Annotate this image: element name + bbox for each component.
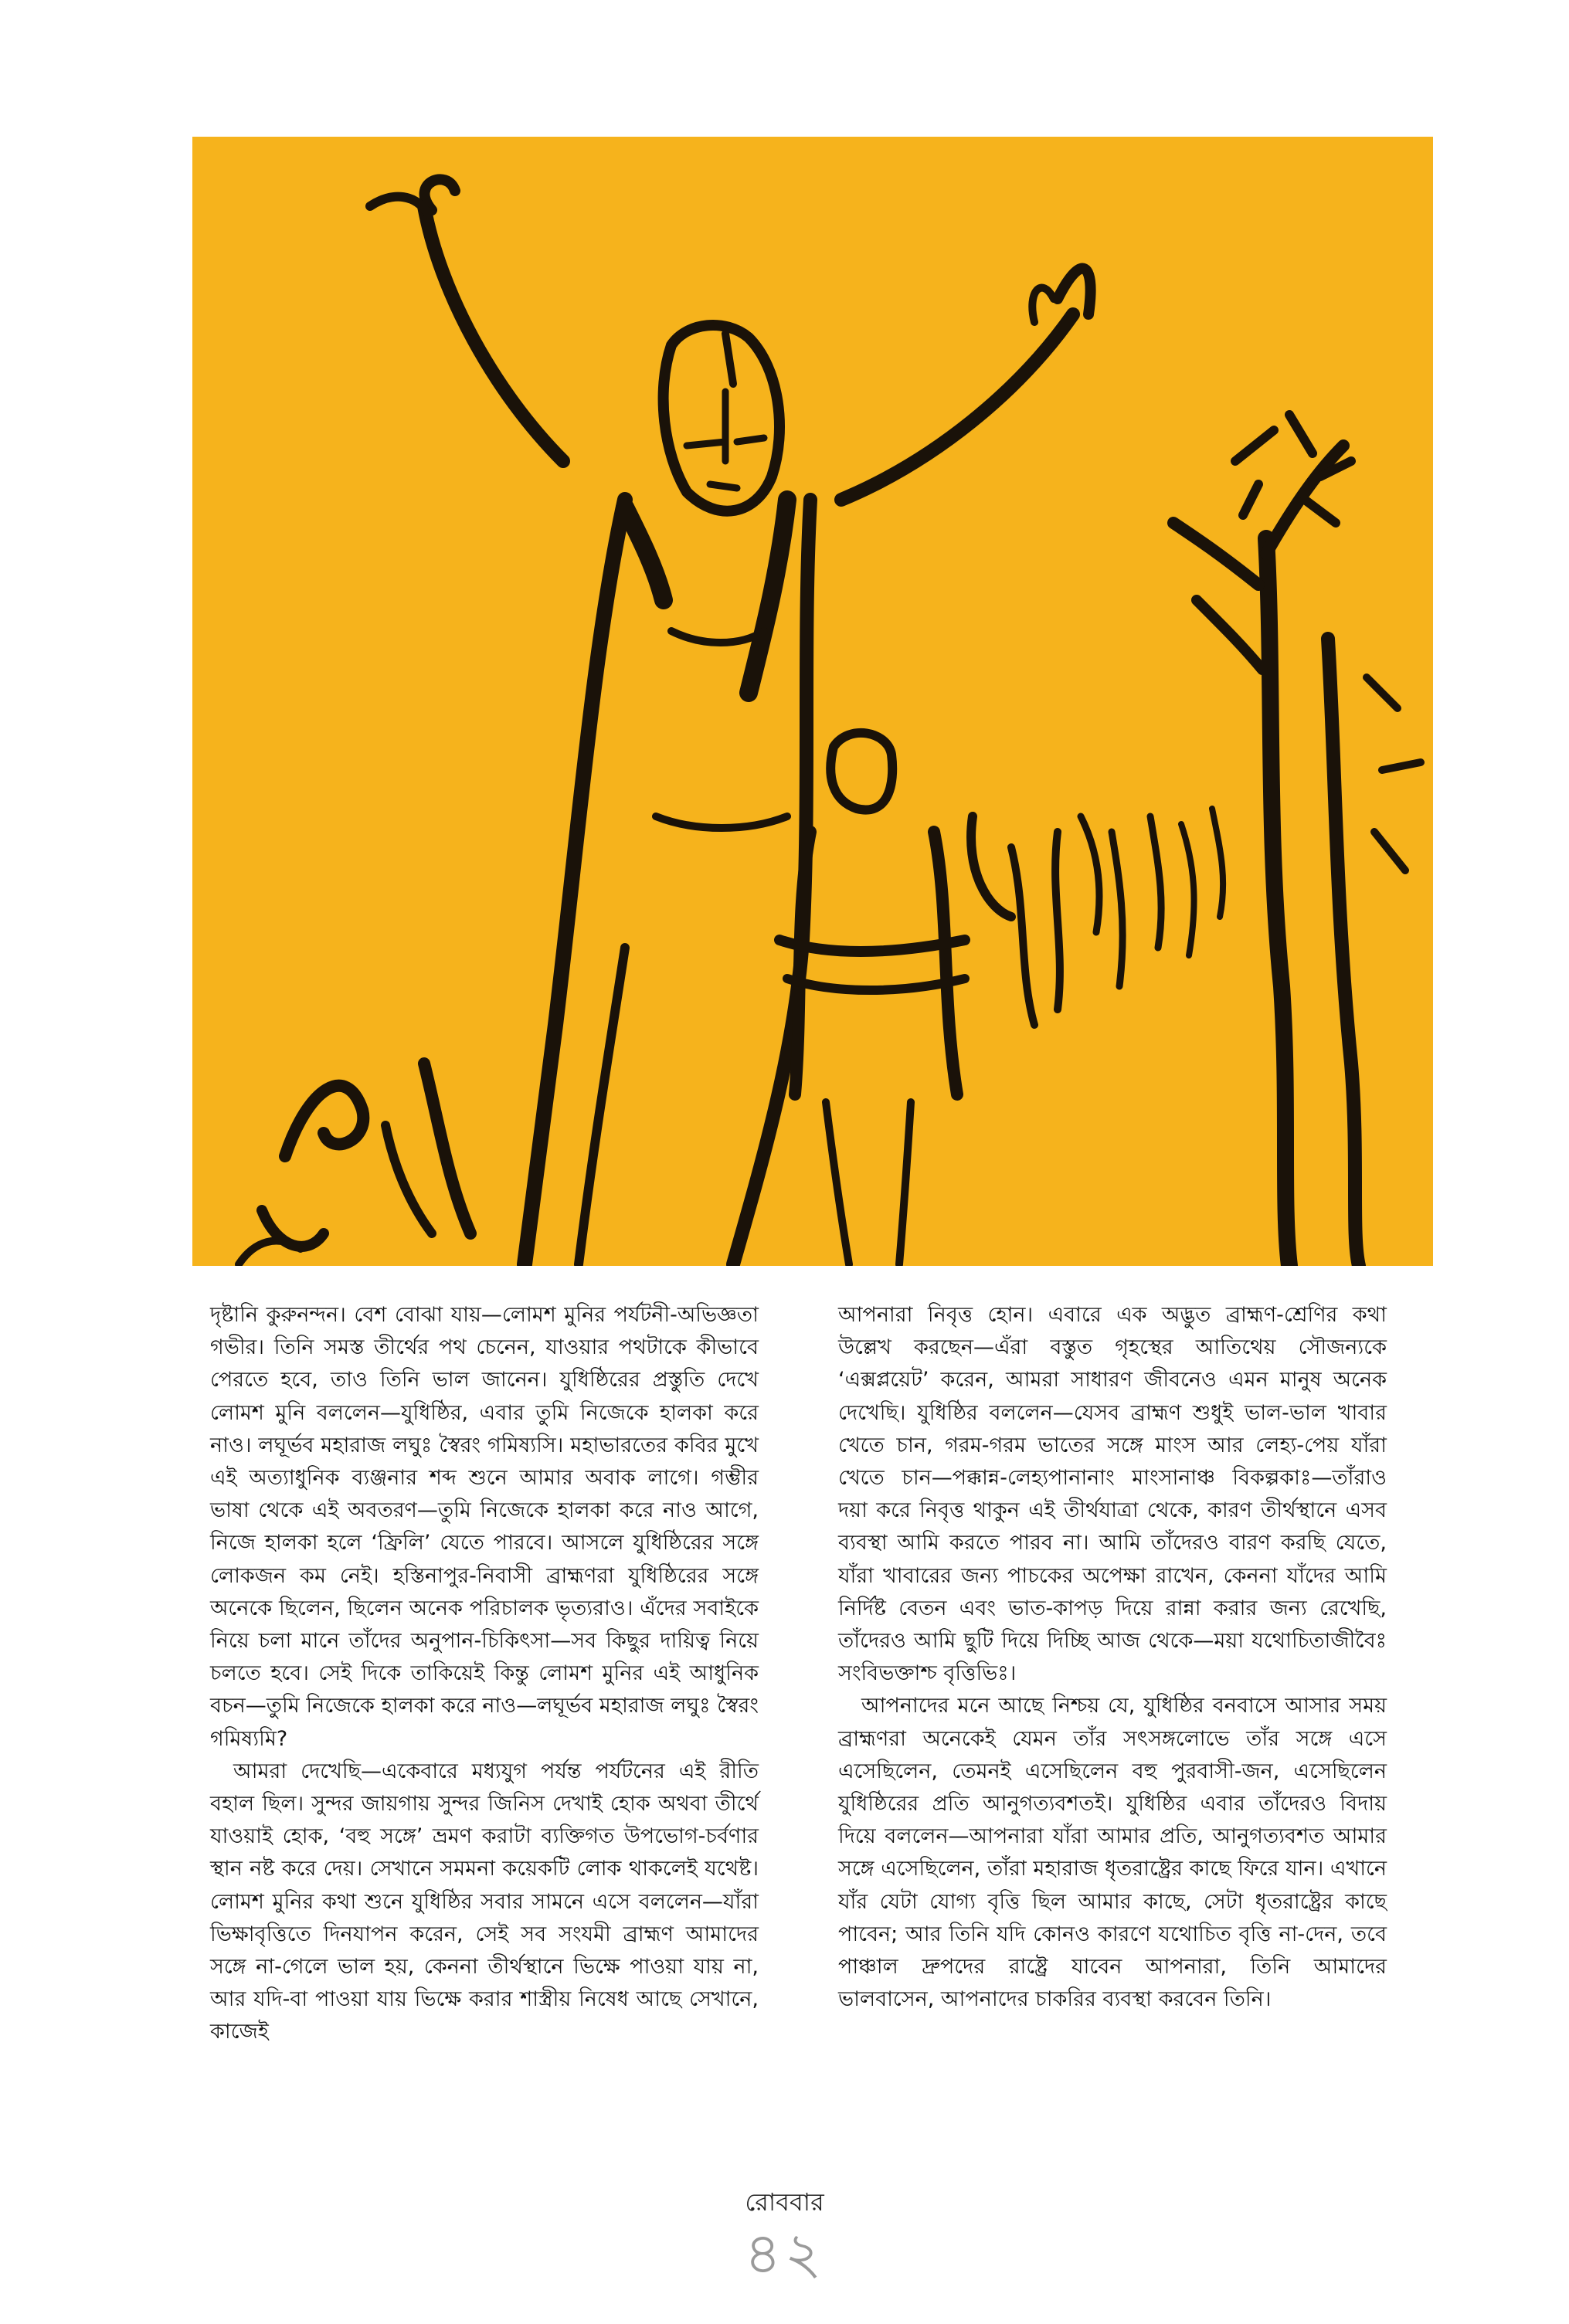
paragraph: আমরা দেখেছি—একেবারে মধ্যযুগ পর্যন্ত পর্যটনের এই রীতি বহাল ছিল। সুন্দর জায়গায় সুন্দর জিনিস দেখাই হোক অথবা তীর্থে যাওয়াই হোক, ‘বহু সঙ্গে’ ভ্রমণ করাটা ব্যক্তিগত উপভোগ-চর্বণার স্থান নষ্ট করে দেয়। সেখানে সমমনা কয়েকটি লোক থাকলেই যথেষ্ট। লোমশ মুনির কথা শুনে যুধিষ্ঠির সবার সামনে এসে বললেন—যাঁরা ভিক্ষাবৃত্তিতে দিনযাপন করেন, সেই সব সংযমী ব্রাহ্মণ আমাদের সঙ্গে না-গেলে ভাল হয়, কেননা তীর্থস্থানে ভিক্ষে পাওয়া যায় না, আর যদি-বা পাওয়া যায় ভিক্ষে করার শাস্ত্রীয় নিষেধ আছে সেখানে, কাজেই [210,1759,759,2044]
text-column-right [838,1299,1387,2016]
page-number: ৪২ [744,2221,825,2287]
paragraph: আপনারা নিবৃত্ত হোন। এবারে এক অদ্ভুত ব্রাহ্মণ-শ্রেণির কথা উল্লেখ করছেন—এঁরা বস্তুত গৃহস্থের আতিথেয় সৌজন্যকে ‘এক্সপ্লয়েট’ করেন, আমরা সাধারণ জীবনেও এমন মানুষ অনেক দেখেছি। যুধিষ্ঠির বললেন—যেসব ব্রাহ্মণ শুধুই ভাল-ভাল খাবার খেতে চান, গরম-গরম ভাতের সঙ্গে মাংস আর লেহ্য-পেয় যাঁরা খেতে চান—পক্কান্ন-লেহ্যপানানাং মাংসানাঞ্চ বিকল্পকাঃ—তাঁরাও দয়া করে নিবৃত্ত থাকুন এই তীর্থযাত্রা থেকে, কারণ তীর্থস্থানে এসব ব্যবস্থা আমি করতে পারব না। আমি তাঁদেরও বারণ করছি যেতে, যাঁরা খাবারের জন্য পাচকের অপেক্ষা রাখেন, কেননা যাঁদের আমি নির্দিষ্ট বেতন এবং ভাত-কাপড় দিয়ে রান্না করার জন্য রেখেছি, তাঁদেরও আমি ছুটি দিয়ে দিচ্ছি আজ থেকে—ময়া যথোচিতাজীবৈঃ সংবিভক্তাশ্চ বৃত্তিভিঃ। [838,1303,1387,1686]
brush-illustration [192,137,1433,1266]
paragraph: আপনাদের মনে আছে নিশ্চয় যে, যুধিষ্ঠির বনবাসে আসার সময় ব্রাহ্মণরা অনেকেই যেমন তাঁর সৎসঙ্গলোভে তাঁর সঙ্গে এসে এসেছিলেন, তেমনই এসেছিলেন বহু পুরবাসী-জন, এসেছিলেন যুধিষ্ঠিরের প্রতি আনুগত্যবশতই। যুধিষ্ঠির এবার তাঁদেরও বিদায় দিয়ে বললেন—আপনারা যাঁরা আমার প্রতি, আনুগত্যবশত আমার সঙ্গে এসেছিলেন, তাঁরা মহারাজ ধৃতরাষ্ট্রের কাছে ফিরে যান। এখানে যাঁর যেটা যোগ্য বৃত্তি ছিল আমার কাছে, সেটা ধৃতরাষ্ট্রের কাছে পাবেন; আর তিনি যদি কোনও কারণে যথোচিত বৃত্তি না-দেন, তবে পাঞ্চাল দ্রুপদের রাষ্ট্রে যাবেন আপনারা, তিনি আমাদের ভালবাসেন, আপনাদের চাকরির ব্যবস্থা করবেন তিনি। [838,1694,1387,2012]
magazine-name: রোববার [745,2187,824,2217]
text-column-left [210,1299,759,2049]
illustration [192,137,1433,1266]
paragraph: দৃষ্টানি কুরুনন্দন। বেশ বোঝা যায়—লোমশ মুনির পর্যটনী-অভিজ্ঞতা গভীর। তিনি সমস্ত তীর্থের পথ চেনেন, যাওয়ার পথটাকে কীভাবে পেরতে হবে, তাও তিনি ভাল জানেন। যুধিষ্ঠিরের প্রস্তুতি দেখে লোমশ মুনি বললেন—যুধিষ্ঠির, এবার তুমি নিজেকে হালকা করে নাও। লঘূর্ভব মহারাজ লঘুঃ স্বৈরং গমিষ্যসি। মহাভারতের কবির মুখে এই অত্যাধুনিক ব্যঞ্জনার শব্দ শুনে আমার অবাক লাগে। গম্ভীর ভাষা থেকে এই অবতরণ—তুমি নিজেকে হালকা করে নাও আগে, নিজে হালকা হলে ‘ফ্রিলি’ যেতে পারবে। আসলে যুধিষ্ঠিরের সঙ্গে লোকজন কম নেই। হস্তিনাপুর-নিবাসী ব্রাহ্মণরা যুধিষ্ঠিরের সঙ্গে অনেকে ছিলেন, ছিলেন অনেক পরিচালক ভৃত্যরাও। এঁদের সবাইকে নিয়ে চলা মানে তাঁদের অনুপান-চিকিৎসা—সব কিছুর দায়িত্ব নিয়ে চলতে হবে। সেই দিকে তাকিয়েই কিন্তু লোমশ মুনির এই আধুনিক বচন—তুমি নিজেকে হালকা করে নাও—লঘূর্ভব মহারাজ লঘুঃ স্বৈরং গমিষ্যমি? [210,1303,759,1751]
